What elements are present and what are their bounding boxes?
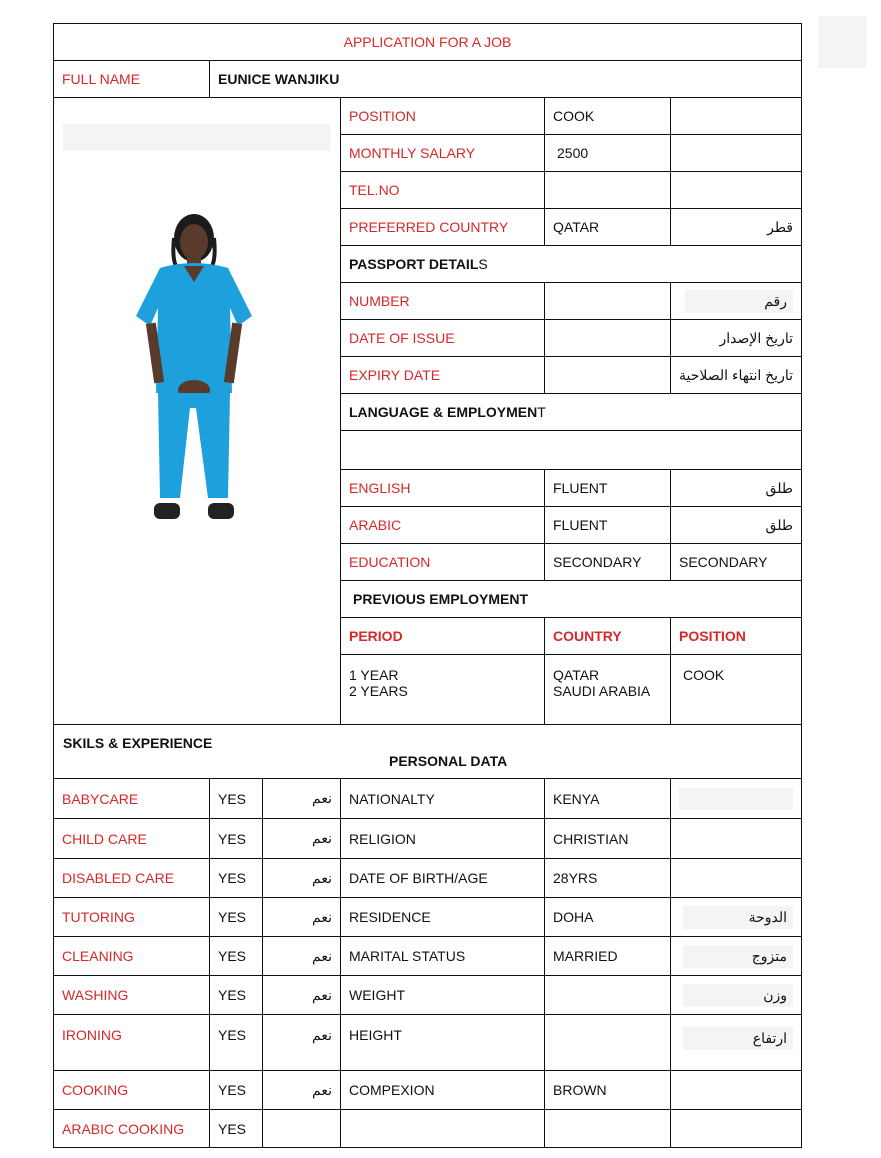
personal-label: DATE OF BIRTH/AGE [341,859,545,898]
skill-arabic: نعم [263,1071,341,1110]
personal-data-heading: PERSONAL DATA [389,753,508,769]
personal-value: BROWN [545,1071,671,1110]
applicant-photo [124,198,264,548]
skill-row [54,859,802,898]
skill-yes: YES [210,779,263,819]
personal-arabic: وزن [683,984,793,1007]
passport-heading-tail: S [478,256,488,272]
passport-number-value [545,283,671,320]
skill-yes: YES [210,1110,263,1148]
personal-value [545,976,671,1015]
issue-date-label: DATE OF ISSUE [341,320,545,357]
expiry-date-arabic: تاريخ انتهاء الصلاحية [671,357,802,394]
skill-arabic [263,1110,341,1148]
salary-value: 2500 [545,135,671,172]
preferred-country-value: QATAR [545,209,671,246]
passport-heading-main: PASSPORT DETAIL [349,256,479,272]
language-blank-row [341,431,802,470]
arabic-language-arabic: طلق [671,507,802,544]
form-title: APPLICATION FOR A JOB [54,24,802,61]
skill-label: TUTORING [54,898,210,937]
employment-country: QATAR SAUDI ARABIA [545,655,671,725]
salary-label: MONTHLY SALARY [341,135,545,172]
skills-personal-heading [54,725,802,779]
position-label: POSITION [341,98,545,135]
skill-arabic: نعم [263,819,341,859]
personal-arabic-cell [671,779,802,819]
personal-value [545,1015,671,1071]
passport-number-arabic: رقم [685,290,793,313]
personal-label: RELIGION [341,819,545,859]
personal-label [341,1110,545,1148]
english-arabic: طلق [671,470,802,507]
personal-arabic-cell [671,976,802,1015]
personal-value: 28YRS [545,859,671,898]
personal-value [545,1110,671,1148]
skill-label: ARABIC COOKING [54,1110,210,1148]
skill-label: WASHING [54,976,210,1015]
period-header: PERIOD [341,618,545,655]
tel-arabic [671,172,802,209]
english-label: ENGLISH [341,470,545,507]
skill-label: COOKING [54,1071,210,1110]
education-extra: SECONDARY [671,544,802,581]
personal-arabic: الدوحة [683,906,793,929]
skill-arabic: نعم [263,898,341,937]
skill-yes: YES [210,1015,263,1071]
previous-employment-heading: PREVIOUS EMPLOYMENT [341,581,802,618]
preferred-country-label: PREFERRED COUNTRY [341,209,545,246]
personal-arabic-cell [671,1071,802,1110]
skill-label: CHILD CARE [54,819,210,859]
skill-row [54,898,802,937]
skill-label: BABYCARE [54,779,210,819]
position-header: POSITION [671,618,802,655]
language-heading [341,394,802,431]
personal-arabic-cell [671,1015,802,1071]
tel-label: TEL.NO [341,172,545,209]
skill-label: DISABLED CARE [54,859,210,898]
tel-value [545,172,671,209]
arabic-language-label: ARABIC [341,507,545,544]
skill-arabic: نعم [263,1015,341,1071]
personal-arabic-cell [671,937,802,976]
skill-row [54,1110,802,1148]
personal-arabic-cell [671,1110,802,1148]
personal-arabic: ارتفاع [683,1027,793,1050]
personal-arabic-blank [679,788,793,810]
personal-arabic: متزوج [683,945,793,968]
skills-heading: SKILS & EXPERIENCE [63,735,213,751]
expiry-date-label: EXPIRY DATE [341,357,545,394]
country-header: COUNTRY [545,618,671,655]
skill-yes: YES [210,859,263,898]
position-arabic [671,98,802,135]
language-heading-main: LANGUAGE & EMPLOYMEN [349,404,538,420]
skill-yes: YES [210,819,263,859]
skill-row [54,1015,802,1071]
issue-date-value [545,320,671,357]
photo-area [54,98,341,725]
skill-arabic: نعم [263,976,341,1015]
personal-arabic-cell [671,898,802,937]
english-value: FLUENT [545,470,671,507]
skill-row [54,779,802,819]
arabic-language-value: FLUENT [545,507,671,544]
personal-value: MARRIED [545,937,671,976]
issue-date-arabic: تاريخ الإصدار [671,320,802,357]
expiry-date-value [545,357,671,394]
personal-value: KENYA [545,779,671,819]
skill-yes: YES [210,898,263,937]
position-value: COOK [545,98,671,135]
preferred-country-arabic: قطر [671,209,802,246]
skill-arabic: نعم [263,779,341,819]
personal-label: MARITAL STATUS [341,937,545,976]
personal-label: NATIONALTY [341,779,545,819]
passport-number-label: NUMBER [341,283,545,320]
personal-label: HEIGHT [341,1015,545,1071]
skill-row [54,976,802,1015]
full-name-value: EUNICE WANJIKU [210,61,802,98]
skill-yes: YES [210,1071,263,1110]
personal-value: CHRISTIAN [545,819,671,859]
personal-label: WEIGHT [341,976,545,1015]
employment-position: COOK [671,655,802,725]
side-placeholder-box [818,16,866,68]
education-label: EDUCATION [341,544,545,581]
skill-row [54,937,802,976]
full-name-label: FULL NAME [54,61,210,98]
passport-heading [341,246,802,283]
personal-arabic-cell [671,819,802,859]
education-value: SECONDARY [545,544,671,581]
job-application-form [53,23,802,1148]
skills-personal-table [54,779,802,1148]
passport-number-arabic-cell [671,283,802,320]
photo-caption-blank [63,124,330,151]
personal-label: COMPEXION [341,1071,545,1110]
skill-yes: YES [210,976,263,1015]
personal-value: DOHA [545,898,671,937]
personal-label: RESIDENCE [341,898,545,937]
skill-label: IRONING [54,1015,210,1071]
skill-arabic: نعم [263,859,341,898]
salary-arabic [671,135,802,172]
skill-label: CLEANING [54,937,210,976]
skill-row [54,819,802,859]
language-heading-tail: T [537,404,546,420]
personal-arabic-cell [671,859,802,898]
skill-row [54,1071,802,1110]
employment-period: 1 YEAR 2 YEARS [341,655,545,725]
skill-arabic: نعم [263,937,341,976]
skill-yes: YES [210,937,263,976]
